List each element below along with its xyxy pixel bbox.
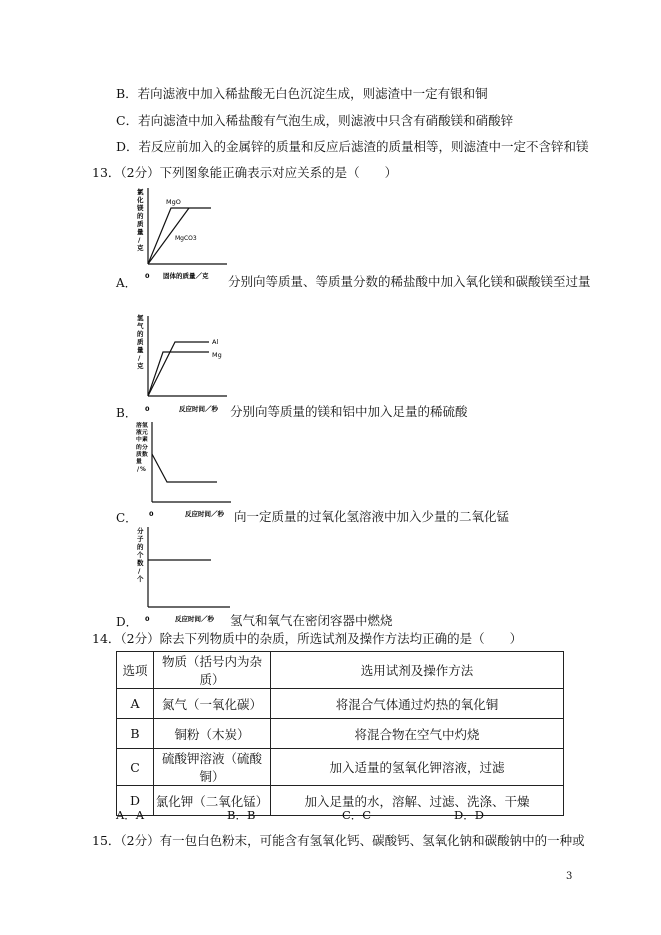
graph-c-ylabel-char: 氢 (142, 423, 148, 429)
table-header: 物质（括号内为杂质） (154, 652, 271, 689)
graph-d-ylabel-char: 个 (137, 575, 144, 583)
q13-graph-c-caption: 向一定质量的过氧化氢溶液中加入少量的二氧化锰 (234, 509, 510, 524)
graph-a-ylabel-char: 克 (137, 244, 144, 252)
answer-option: B．B (227, 808, 256, 822)
table-cell: 加入适量的氢氧化钾溶液，过滤 (271, 749, 564, 786)
table-cell: B (117, 719, 154, 749)
graph-b-xlabel: 反应时间／秒 (179, 405, 218, 413)
graph-a-line2-label: MgCO3 (175, 235, 197, 242)
table-cell: 铜粉（木炭） (154, 719, 271, 749)
graph-b-line-mg (148, 352, 209, 396)
table-header-row (117, 652, 564, 689)
graph-d-ylabel-char: 的 (137, 543, 144, 551)
q13-graph-d-caption: 氢气和氧气在密闭容器中燃烧 (230, 613, 393, 628)
graph-c-ylabel-char: 素 (142, 437, 148, 443)
graph-a-ylabel-char: / (138, 236, 141, 244)
graph-c-line (152, 454, 217, 482)
answer-option: D．D (454, 808, 484, 822)
graph-c-ylabel-char: % (140, 467, 146, 473)
graph-c-origin: 0 (149, 510, 154, 518)
table-cell: D (117, 786, 154, 816)
table-cell: 加入足量的水，溶解、过滤、洗涤、干燥 (271, 786, 564, 816)
graph-a-ylabel-char: 镁 (137, 204, 144, 212)
graph-c-ylabel-char: 中 (136, 437, 142, 443)
graph-b-ylabel-char: 量 (137, 346, 144, 354)
graph-b-ylabel-char: 气 (137, 322, 144, 330)
graph-b-line2-label: Mg (212, 351, 222, 359)
q15-stem: 15．（2分）有一包白色粉末，可能含有氢氧化钙、碳酸钙、氢氧化钠和碳酸钠中的一种或 (92, 833, 585, 848)
graph-c-ylabel-char: 质 (136, 452, 142, 458)
graph-b-ylabel (137, 313, 144, 370)
graph-d-ylabel-char: 数 (137, 559, 144, 567)
graph-a-ylabel-char: 化 (137, 196, 144, 204)
graph-a-ylabel (136, 187, 144, 252)
graph-b-ylabel-char: 氢 (137, 314, 144, 322)
graph-d-ylabel-char: / (138, 567, 141, 575)
graph-a-ylabel-char: 的 (137, 212, 144, 220)
graph-a-ylabel-char: 量 (137, 228, 144, 236)
page-number: 3 (566, 871, 573, 882)
table-header: 选项 (117, 652, 154, 689)
graph-c-ylabel-char: 分 (142, 445, 148, 451)
q12-option-c: C．若向滤渣中加入稀盐酸有气泡生成，则滤液中只含有硝酸镁和硝酸锌 (116, 113, 514, 128)
graph-d-xlabel: 反应时间／秒 (175, 615, 214, 623)
graph-c-ylabel-char: 数 (142, 452, 148, 458)
graph-c-xlabel: 反应时间／秒 (185, 510, 224, 518)
table-cell: 氮气（一氧化碳） (154, 689, 271, 719)
graph-d-ylabel (136, 526, 144, 583)
answer-option: A．A (116, 808, 145, 822)
table-row (117, 719, 564, 749)
q13-graph-b (135, 312, 230, 417)
q13-graph-a-label: A． (116, 276, 137, 290)
graph-c-ylabel-char: 元 (142, 430, 148, 436)
graph-c-ylabel-char: / (137, 467, 140, 473)
graph-a-line1-label: MgO (166, 198, 181, 206)
q13-graph-d (135, 525, 235, 625)
graph-d-origin: 0 (145, 615, 150, 623)
q13-graph-a-caption: 分别向等质量、等质量分数的稀盐酸中加入氧化镁和碳酸镁至过量 (228, 274, 591, 289)
table-cell: 氯化钾（二氧化锰） (154, 786, 271, 816)
answer-option: C．C (342, 808, 372, 822)
graph-c-ylabel-char: 的 (136, 445, 142, 451)
q14-stem: 14．（2分）除去下列物质中的杂质，所选试剂及操作方法均正确的是（ ） (92, 631, 523, 646)
graph-b-line1-label: Al (212, 338, 219, 346)
graph-b-ylabel-char: 质 (137, 338, 144, 346)
table-cell: 将混合气体通过灼热的氧化铜 (271, 689, 564, 719)
graph-d-ylabel-char: 分 (137, 527, 144, 535)
graph-a-origin: 0 (145, 272, 150, 280)
graph-b-ylabel-char: 克 (137, 362, 144, 370)
q13-graph-b-caption: 分别向等质量的镁和铝中加入足量的稀硫酸 (230, 404, 468, 419)
graph-c-ylabel-char: 溶 (136, 423, 142, 429)
table-cell: 将混合物在空气中灼烧 (271, 719, 564, 749)
table-cell: C (117, 749, 154, 786)
graph-a-ylabel-char: 质 (137, 220, 144, 228)
table-row (117, 689, 564, 719)
table-row (117, 749, 564, 786)
q13-graph-d-label: D． (116, 615, 138, 629)
q13-stem: 13．（2分）下列图象能正确表示对应关系的是（ ） (92, 165, 398, 180)
q13-graph-b-label: B． (116, 406, 137, 420)
table-row (117, 786, 564, 816)
graph-b-ylabel-char: / (138, 354, 141, 362)
graph-c-ylabel-char: 量 (136, 459, 142, 465)
graph-a-xlabel: 固体的质量／克 (163, 272, 209, 280)
q12-option-b: B．若向滤液中加入稀盐酸无白色沉淀生成，则滤渣中一定有银和铜 (116, 86, 488, 101)
q13-graph-c-label: C． (116, 511, 138, 525)
graph-a-ylabel-char: 氯 (137, 188, 144, 196)
table-cell: A (117, 689, 154, 719)
table-header: 选用试剂及操作方法 (271, 652, 564, 689)
table-cell: 硫酸钾溶液（硫酸铜） (154, 749, 271, 786)
graph-c-ylabel-char: 液 (136, 430, 142, 436)
q13-graph-a (135, 186, 230, 286)
q13-graph-c (135, 420, 235, 525)
graph-c-ylabel (136, 421, 148, 473)
q14-table (116, 651, 564, 816)
q12-option-d: D．若反应前加入的金属锌的质量和反应后滤渣的质量相等，则滤渣中一定不含锌和镁 (116, 139, 589, 154)
graph-b-origin: 0 (145, 405, 150, 413)
graph-d-ylabel-char: 子 (137, 535, 144, 543)
graph-b-ylabel-char: 的 (137, 330, 144, 338)
graph-d-ylabel-char: 个 (137, 551, 144, 559)
